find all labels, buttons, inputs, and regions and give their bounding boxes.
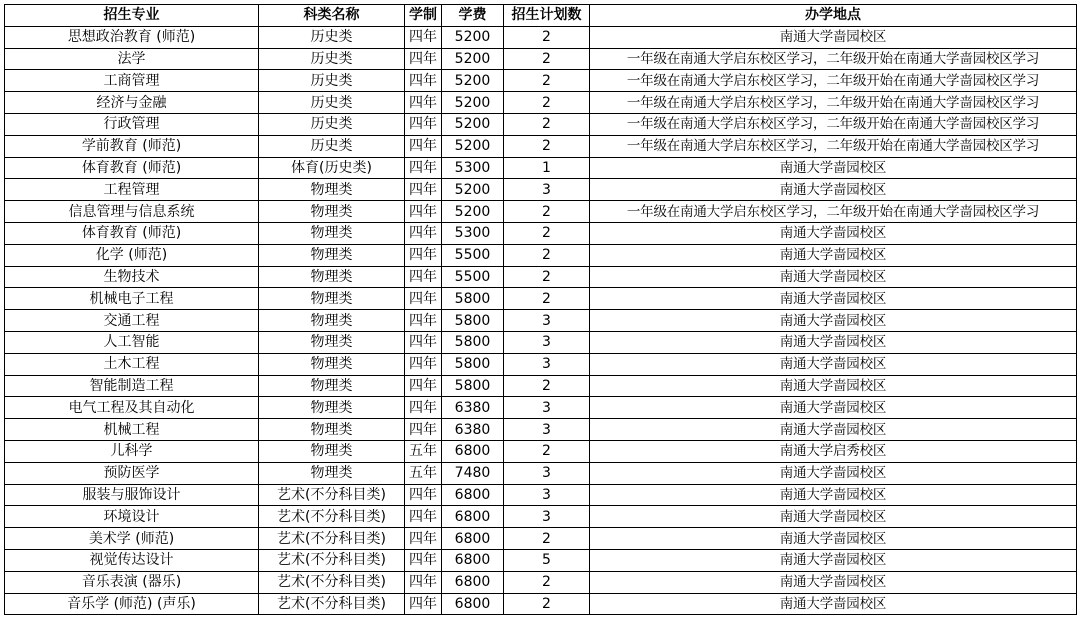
cell-campus-location: 南通大学啬园校区 [590,593,1077,615]
cell-major: 美术学 (师范) [5,528,259,550]
table-row [5,135,1077,157]
cell-major: 视觉传达设计 [5,549,259,571]
cell-duration: 四年 [405,549,442,571]
cell-campus-location: 南通大学啬园校区 [590,179,1077,201]
cell-enrollment-count: 3 [504,179,590,201]
cell-subject-category: 物理类 [259,222,405,244]
cell-enrollment-count: 3 [504,331,590,353]
cell-tuition: 6800 [442,528,504,550]
cell-major: 化学 (师范) [5,244,259,266]
cell-major: 行政管理 [5,113,259,135]
cell-major: 智能制造工程 [5,375,259,397]
cell-campus-location: 南通大学啬园校区 [590,353,1077,375]
cell-major: 体育教育 (师范) [5,222,259,244]
cell-campus-location: 南通大学启秀校区 [590,440,1077,462]
table-row [5,244,1077,266]
cell-duration: 四年 [405,288,442,310]
cell-major: 预防医学 [5,462,259,484]
cell-enrollment-count: 2 [504,375,590,397]
cell-major: 环境设计 [5,506,259,528]
cell-major: 音乐表演 (器乐) [5,571,259,593]
table-row [5,484,1077,506]
table-row [5,397,1077,419]
cell-subject-category: 历史类 [259,48,405,70]
cell-subject-category: 艺术(不分科目类) [259,571,405,593]
cell-subject-category: 物理类 [259,375,405,397]
table-row [5,179,1077,201]
table-row [5,419,1077,441]
cell-major: 儿科学 [5,440,259,462]
cell-enrollment-count: 2 [504,222,590,244]
table-row [5,266,1077,288]
table-row [5,288,1077,310]
cell-subject-category: 物理类 [259,244,405,266]
cell-tuition: 6380 [442,397,504,419]
cell-enrollment-count: 2 [504,113,590,135]
cell-campus-location: 南通大学啬园校区 [590,528,1077,550]
cell-subject-category: 体育(历史类) [259,157,405,179]
cell-major: 音乐学 (师范) (声乐) [5,593,259,615]
cell-tuition: 5500 [442,244,504,266]
cell-tuition: 6800 [442,506,504,528]
cell-duration: 四年 [405,135,442,157]
table-row [5,310,1077,332]
cell-subject-category: 物理类 [259,462,405,484]
cell-subject-category: 物理类 [259,397,405,419]
cell-duration: 四年 [405,92,442,114]
cell-duration: 四年 [405,353,442,375]
cell-tuition: 5200 [442,135,504,157]
cell-tuition: 5200 [442,70,504,92]
table-row [5,462,1077,484]
cell-duration: 四年 [405,179,442,201]
cell-enrollment-count: 2 [504,135,590,157]
cell-enrollment-count: 3 [504,310,590,332]
cell-tuition: 5300 [442,222,504,244]
cell-subject-category: 物理类 [259,288,405,310]
table-row [5,440,1077,462]
cell-campus-location: 南通大学啬园校区 [590,571,1077,593]
cell-campus-location: 南通大学啬园校区 [590,310,1077,332]
cell-tuition: 6800 [442,440,504,462]
cell-tuition: 5200 [442,92,504,114]
cell-major: 机械电子工程 [5,288,259,310]
cell-enrollment-count: 2 [504,70,590,92]
cell-tuition: 5200 [442,179,504,201]
cell-tuition: 5200 [442,201,504,223]
cell-major: 学前教育 (师范) [5,135,259,157]
cell-tuition: 5800 [442,310,504,332]
cell-duration: 四年 [405,26,442,48]
cell-major: 服装与服饰设计 [5,484,259,506]
header-enrollment-count: 招生计划数 [504,5,590,27]
cell-enrollment-count: 2 [504,440,590,462]
cell-campus-location: 一年级在南通大学启东校区学习，二年级开始在南通大学啬园校区学习 [590,48,1077,70]
table-header [5,5,1077,27]
cell-subject-category: 历史类 [259,70,405,92]
cell-duration: 四年 [405,419,442,441]
cell-tuition: 5800 [442,353,504,375]
table-row [5,222,1077,244]
cell-tuition: 6800 [442,549,504,571]
cell-subject-category: 艺术(不分科目类) [259,593,405,615]
table-row [5,353,1077,375]
cell-subject-category: 物理类 [259,201,405,223]
table-row [5,528,1077,550]
cell-campus-location: 南通大学啬园校区 [590,419,1077,441]
cell-subject-category: 历史类 [259,92,405,114]
cell-enrollment-count: 2 [504,288,590,310]
cell-duration: 四年 [405,571,442,593]
cell-major: 法学 [5,48,259,70]
cell-tuition: 6800 [442,571,504,593]
cell-campus-location: 南通大学啬园校区 [590,331,1077,353]
cell-duration: 五年 [405,462,442,484]
cell-major: 信息管理与信息系统 [5,201,259,223]
table-row [5,549,1077,571]
cell-campus-location: 南通大学啬园校区 [590,157,1077,179]
cell-enrollment-count: 2 [504,201,590,223]
table-row [5,506,1077,528]
table-row [5,375,1077,397]
cell-subject-category: 物理类 [259,266,405,288]
header-duration: 学制 [405,5,442,27]
cell-duration: 四年 [405,48,442,70]
cell-enrollment-count: 3 [504,462,590,484]
cell-duration: 四年 [405,157,442,179]
cell-enrollment-count: 2 [504,244,590,266]
cell-tuition: 6800 [442,484,504,506]
header-campus-location: 办学地点 [590,5,1077,27]
cell-subject-category: 物理类 [259,419,405,441]
cell-subject-category: 物理类 [259,331,405,353]
cell-major: 工程管理 [5,179,259,201]
table-row [5,113,1077,135]
cell-subject-category: 物理类 [259,310,405,332]
cell-campus-location: 一年级在南通大学启东校区学习，二年级开始在南通大学啬园校区学习 [590,113,1077,135]
cell-tuition: 6800 [442,593,504,615]
header-tuition: 学费 [442,5,504,27]
cell-enrollment-count: 1 [504,157,590,179]
cell-major: 交通工程 [5,310,259,332]
cell-campus-location: 南通大学啬园校区 [590,288,1077,310]
cell-major: 生物技术 [5,266,259,288]
cell-enrollment-count: 3 [504,397,590,419]
cell-tuition: 5300 [442,157,504,179]
table-row [5,201,1077,223]
cell-subject-category: 艺术(不分科目类) [259,506,405,528]
cell-subject-category: 艺术(不分科目类) [259,549,405,571]
cell-duration: 四年 [405,310,442,332]
cell-duration: 四年 [405,244,442,266]
header-subject-category: 科类名称 [259,5,405,27]
cell-enrollment-count: 2 [504,48,590,70]
cell-major: 电气工程及其自动化 [5,397,259,419]
cell-major: 机械工程 [5,419,259,441]
cell-enrollment-count: 2 [504,266,590,288]
cell-duration: 四年 [405,266,442,288]
cell-duration: 四年 [405,70,442,92]
cell-tuition: 5800 [442,331,504,353]
cell-major: 思想政治教育 (师范) [5,26,259,48]
cell-enrollment-count: 5 [504,549,590,571]
cell-campus-location: 一年级在南通大学启东校区学习，二年级开始在南通大学啬园校区学习 [590,92,1077,114]
cell-subject-category: 物理类 [259,353,405,375]
cell-major: 土木工程 [5,353,259,375]
cell-campus-location: 南通大学啬园校区 [590,375,1077,397]
table-row [5,571,1077,593]
cell-subject-category: 历史类 [259,135,405,157]
cell-major: 人工智能 [5,331,259,353]
cell-subject-category: 物理类 [259,440,405,462]
cell-enrollment-count: 2 [504,528,590,550]
cell-duration: 四年 [405,484,442,506]
table-row [5,70,1077,92]
cell-subject-category: 艺术(不分科目类) [259,528,405,550]
cell-enrollment-count: 3 [504,419,590,441]
cell-tuition: 5800 [442,288,504,310]
cell-campus-location: 南通大学啬园校区 [590,506,1077,528]
cell-tuition: 7480 [442,462,504,484]
cell-enrollment-count: 2 [504,593,590,615]
cell-tuition: 5200 [442,26,504,48]
cell-enrollment-count: 3 [504,484,590,506]
table-body [5,26,1077,615]
cell-duration: 五年 [405,440,442,462]
cell-tuition: 5200 [442,48,504,70]
cell-duration: 四年 [405,113,442,135]
cell-enrollment-count: 2 [504,571,590,593]
cell-campus-location: 南通大学啬园校区 [590,397,1077,419]
cell-campus-location: 一年级在南通大学启东校区学习，二年级开始在南通大学啬园校区学习 [590,70,1077,92]
cell-enrollment-count: 2 [504,92,590,114]
table-row [5,157,1077,179]
cell-duration: 四年 [405,222,442,244]
cell-enrollment-count: 2 [504,26,590,48]
cell-tuition: 6380 [442,419,504,441]
cell-enrollment-count: 3 [504,506,590,528]
cell-major: 经济与金融 [5,92,259,114]
table-row [5,26,1077,48]
cell-campus-location: 南通大学啬园校区 [590,549,1077,571]
enrollment-plan-table [4,4,1077,615]
cell-duration: 四年 [405,397,442,419]
cell-campus-location: 南通大学啬园校区 [590,222,1077,244]
table-row [5,92,1077,114]
cell-duration: 四年 [405,331,442,353]
cell-campus-location: 一年级在南通大学启东校区学习，二年级开始在南通大学啬园校区学习 [590,135,1077,157]
cell-duration: 四年 [405,506,442,528]
cell-major: 体育教育 (师范) [5,157,259,179]
cell-campus-location: 一年级在南通大学启东校区学习，二年级开始在南通大学啬园校区学习 [590,201,1077,223]
header-major: 招生专业 [5,5,259,27]
cell-subject-category: 历史类 [259,113,405,135]
cell-campus-location: 南通大学啬园校区 [590,266,1077,288]
cell-campus-location: 南通大学啬园校区 [590,26,1077,48]
cell-tuition: 5500 [442,266,504,288]
cell-subject-category: 物理类 [259,179,405,201]
cell-tuition: 5200 [442,113,504,135]
cell-campus-location: 南通大学啬园校区 [590,484,1077,506]
cell-duration: 四年 [405,528,442,550]
table-row [5,593,1077,615]
cell-campus-location: 南通大学啬园校区 [590,244,1077,266]
cell-duration: 四年 [405,375,442,397]
header-row [5,5,1077,27]
cell-campus-location: 南通大学啬园校区 [590,462,1077,484]
cell-duration: 四年 [405,593,442,615]
cell-duration: 四年 [405,201,442,223]
cell-subject-category: 艺术(不分科目类) [259,484,405,506]
cell-enrollment-count: 3 [504,353,590,375]
cell-subject-category: 历史类 [259,26,405,48]
cell-major: 工商管理 [5,70,259,92]
table-row [5,331,1077,353]
table-row [5,48,1077,70]
cell-tuition: 5800 [442,375,504,397]
